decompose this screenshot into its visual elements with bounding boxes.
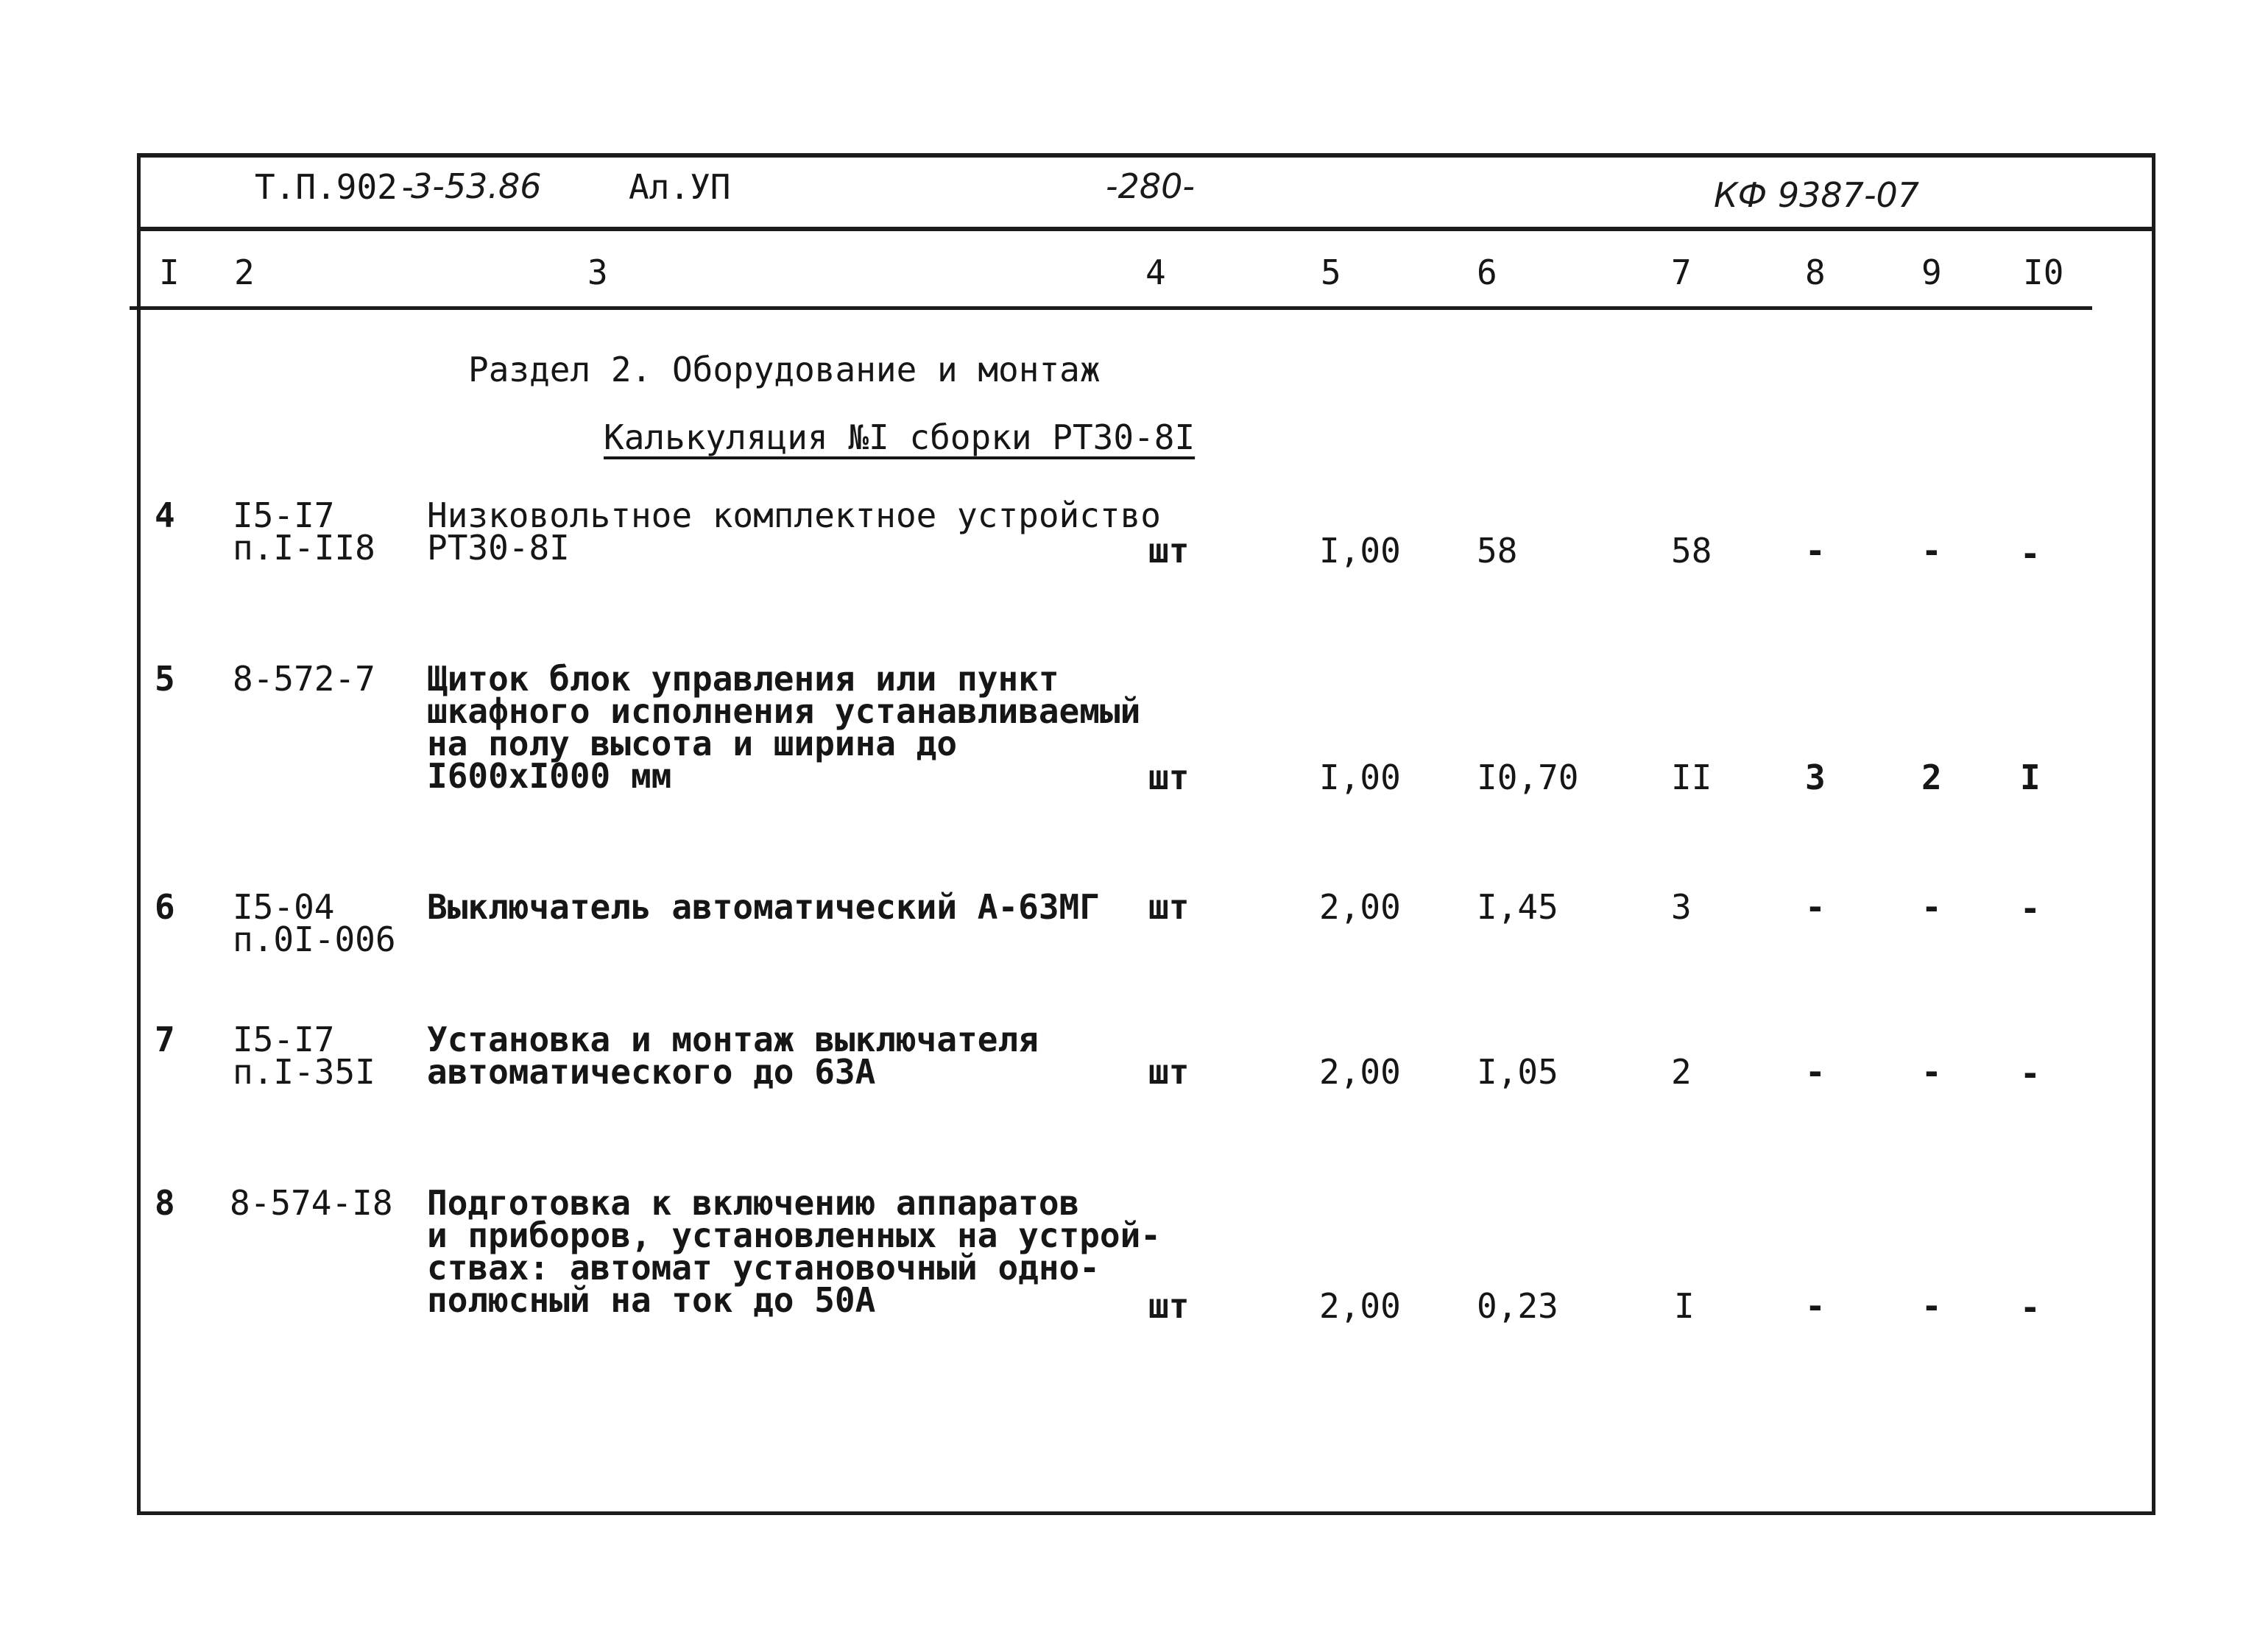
column-header: 8 (1805, 253, 1826, 292)
row-col9: - (1921, 1052, 1942, 1092)
row-unit-price: I0,70 (1477, 758, 1579, 797)
row-total: 58 (1671, 531, 1712, 571)
row-col8: 3 (1805, 758, 1826, 797)
row-col9: - (1921, 887, 1942, 927)
row-number: 8 (155, 1183, 175, 1223)
row-col10: - (2020, 1053, 2041, 1093)
album-label: Ал.УП (629, 167, 731, 207)
row-col8: - (1805, 887, 1826, 927)
row-total: 3 (1671, 887, 1692, 927)
row-col10: - (2020, 889, 2041, 928)
row-unit: шт (1148, 887, 1190, 927)
row-col9: - (1921, 1286, 1942, 1326)
row-unit: шт (1148, 1052, 1190, 1092)
row-unit-price: 0,23 (1477, 1286, 1558, 1326)
row-description: Подготовка к включению аппаратов и приборов, установленных на устрой- ствах: автомат установочный одно- полюсный на ток до 50А (427, 1183, 1161, 1320)
row-total: I (1674, 1286, 1695, 1326)
doc-number-prefix: Т.П.902- (255, 167, 418, 207)
row-number: 7 (155, 1020, 175, 1059)
column-header: 4 (1145, 253, 1166, 292)
row-code: I5-I7 п.I-II8 (233, 495, 375, 568)
row-description: Щиток блок управления или пункт шкафного исполнения устанавливаемый на полу высота и ширина до I600xI000 мм (427, 659, 1141, 796)
row-col10: I (2020, 758, 2041, 797)
row-col8: - (1805, 1286, 1826, 1326)
column-header: I (159, 253, 180, 292)
column-header: 5 (1321, 253, 1341, 292)
row-total: 2 (1671, 1052, 1692, 1092)
row-total: II (1671, 758, 1712, 797)
row-unit-price: I,05 (1477, 1052, 1558, 1092)
row-unit: шт (1148, 758, 1190, 797)
column-header: 7 (1671, 253, 1692, 292)
row-description: Установка и монтаж выключателя автоматического до 63А (427, 1020, 1039, 1092)
row-quantity: 2,00 (1319, 1052, 1401, 1092)
section-subtitle: Калькуляция №I сборки РТ30-8I (604, 417, 1196, 457)
column-header: 2 (234, 253, 255, 292)
row-quantity: I,00 (1319, 531, 1401, 571)
row-unit-price: I,45 (1477, 887, 1558, 927)
row-code: I5-04 п.0I-006 (233, 887, 396, 959)
row-description: Низковольтное комплектное устройство РТ30-8I (427, 495, 1161, 568)
row-col10: - (2020, 534, 2041, 573)
column-header-divider (130, 306, 2092, 310)
row-col10: - (2020, 1288, 2041, 1327)
doc-number-handwritten: 3-53.86 (411, 166, 542, 206)
row-number: 6 (155, 887, 175, 927)
row-quantity: I,00 (1319, 758, 1401, 797)
row-quantity: 2,00 (1319, 1286, 1401, 1326)
row-quantity: 2,00 (1319, 887, 1401, 927)
row-unit: шт (1148, 1286, 1190, 1326)
column-header: 9 (1921, 253, 1942, 292)
row-code: I5-I7 п.I-35I (233, 1020, 375, 1092)
row-col9: - (1921, 531, 1942, 571)
column-header: I0 (2023, 253, 2064, 292)
column-header: 3 (587, 253, 608, 292)
column-header: 6 (1477, 253, 1497, 292)
header-divider (137, 227, 2155, 231)
section-title: Раздел 2. Оборудование и монтаж (468, 350, 1101, 389)
row-code: 8-574-I8 (230, 1183, 393, 1223)
row-col8: - (1805, 531, 1826, 571)
row-unit-price: 58 (1477, 531, 1518, 571)
row-code: 8-572-7 (233, 659, 375, 699)
document-code: КФ 9387-07 (1714, 175, 1920, 215)
row-description: Выключатель автоматический А-63МГ (427, 887, 1100, 927)
row-col9: 2 (1921, 758, 1942, 797)
row-col8: - (1805, 1052, 1826, 1092)
row-unit: шт (1148, 531, 1190, 571)
row-number: 5 (155, 659, 175, 699)
page-number: -280- (1106, 166, 1195, 206)
row-number: 4 (155, 495, 175, 535)
